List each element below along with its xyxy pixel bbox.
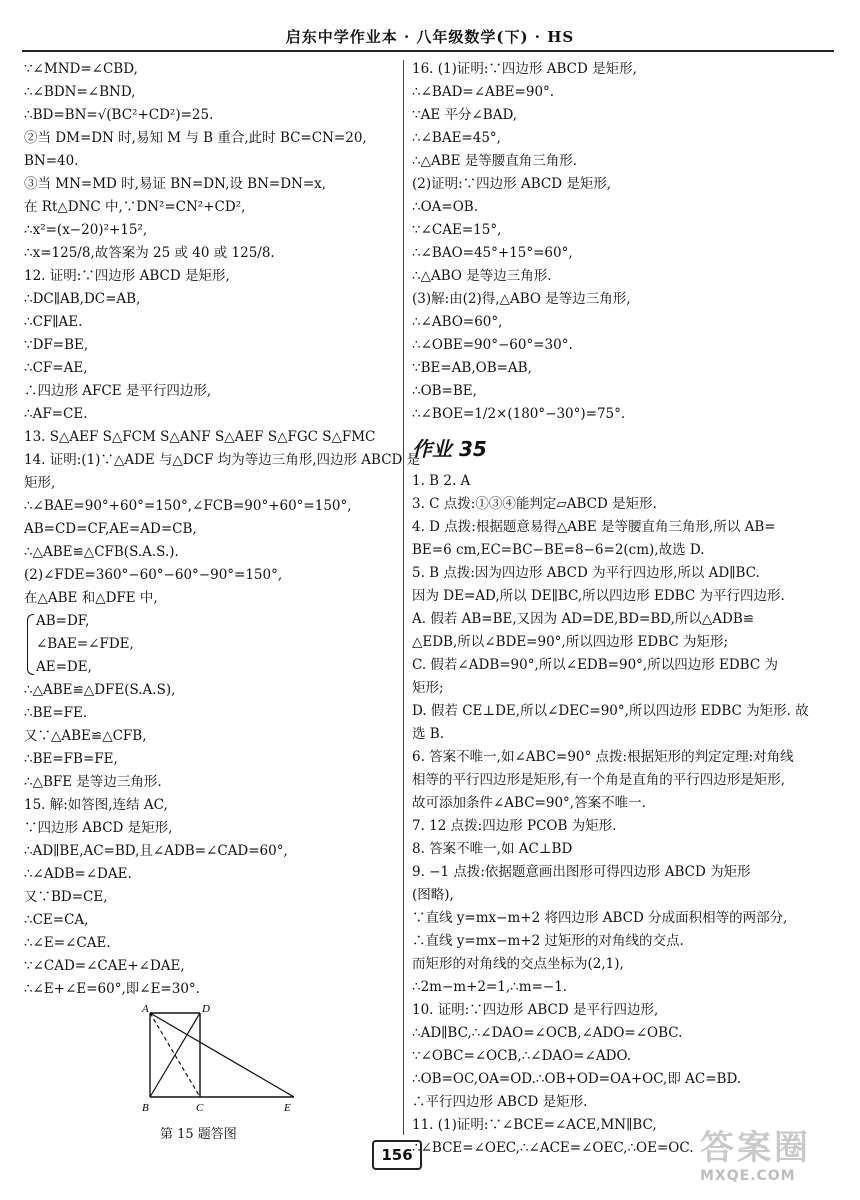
text-line: ∴DC∥AB,DC=AB, <box>24 291 141 307</box>
text-line: ②当 DM=DN 时,易知 M 与 B 重合,此时 BC=CN=20, <box>24 130 367 146</box>
text-line: ∴CF=AE, <box>24 360 88 376</box>
text-line: 13. S△AEF S△FCM S△ANF S△AEF S△FGC S△FMC <box>24 429 376 445</box>
text-line: ∴△ABE 是等腰直角三角形. <box>412 153 578 169</box>
text-line: AB=DF, <box>36 613 90 629</box>
text-line: ∵∠MND=∠CBD, <box>24 61 138 77</box>
text-line: 而矩形的对角线的交点坐标为(2,1), <box>412 956 624 972</box>
text-line: ∴OB=BE, <box>412 383 477 399</box>
text-line: ∴OA=OB. <box>412 199 478 215</box>
text-line: ∴△BFE 是等边三角形. <box>24 774 162 790</box>
text-line: ∴∠OBE=90°−60°=30°. <box>412 337 573 353</box>
text-line: ∴∠E+∠E=60°,即∠E=30°. <box>24 981 200 997</box>
text-line: 在 Rt△DNC 中,∵DN²=CN²+CD², <box>24 199 246 215</box>
figure-segment-ae <box>150 1013 294 1097</box>
text-line: 相等的平行四边形是矩形,有一个角是直角的平行四边形是矩形, <box>412 772 786 788</box>
text-line: ∴△ABE≌△CFB(S.A.S.). <box>24 544 179 560</box>
text-line: ∴BE=FB=FE, <box>24 751 118 767</box>
left-column <box>24 58 421 1146</box>
figure-label-c: C <box>196 1102 204 1114</box>
text-line: 10. 证明:∵四边形 ABCD 是平行四边形, <box>412 1002 659 1018</box>
text-line: (图略), <box>412 887 454 903</box>
text-line: 6. 答案不唯一,如∠ABC=90° 点拨:根据矩形的判定定理:对角线 <box>412 749 794 765</box>
text-line: ∠BAE=∠FDE, <box>36 636 134 652</box>
text-line: ∴∠BAE=45°, <box>412 130 501 146</box>
text-line: ∴2m−m+2=1,∴m=−1. <box>412 979 568 995</box>
text-line: ∵DF=BE, <box>24 337 89 353</box>
text-line: ∵∠CAE=15°, <box>412 222 502 238</box>
text-line: 12. 证明:∵四边形 ABCD 是矩形, <box>24 268 230 284</box>
text-line: 9. −1 点拨:依据题意画出图形可得四边形 ABCD 为矩形 <box>412 864 751 880</box>
text-line: (3)解:由(2)得,△ABO 是等边三角形, <box>412 291 631 307</box>
text-line: ∴四边形 AFCE 是平行四边形, <box>24 383 212 399</box>
text-line: 14. 证明:(1)∵△ADE 与△DCF 均为等边三角形,四边形 ABCD 是 <box>24 452 421 468</box>
text-line: ∴∠ADB=∠DAE. <box>24 866 132 882</box>
text-line: (2)∠FDE=360°−60°−60°−90°=150°, <box>24 567 283 583</box>
text-line: 7. 12 点拨:四边形 PCOB 为矩形. <box>412 818 617 834</box>
text-line: D. 假若 CE⊥DE,所以∠DEC=90°,所以四边形 EDBC 为矩形. 故 <box>412 703 809 719</box>
text-line: 8. 答案不唯一,如 AC⊥BD <box>412 841 573 857</box>
text-line: 1. B 2. A <box>412 473 471 489</box>
text-line: 因为 DE=AD,所以 DE∥BC,所以四边形 EDBC 为平行四边形. <box>412 588 785 604</box>
text-line: ∴BD=BN=√(BC²+CD²)=25. <box>24 107 214 123</box>
text-line: ③当 MN=MD 时,易证 BN=DN,设 BN=DN=x, <box>24 176 327 192</box>
page-header: 启东中学作业本 · 八年级数学(下) · HS <box>285 28 575 46</box>
text-line: ∴△ABO 是等边三角形. <box>412 268 552 284</box>
text-line: C. 假若∠ADB=90°,所以∠EDB=90°,所以四边形 EDBC 为 <box>412 657 778 673</box>
text-line: BE=6 cm,EC=BC−BE=8−6=2(cm),故选 D. <box>412 542 705 558</box>
text-line: ∴CE=CA, <box>24 912 89 928</box>
congruence-conditions-brace <box>24 610 396 679</box>
text-line: 又∵△ABE≌△CFB, <box>24 728 147 744</box>
section-title: 作业 35 <box>412 437 487 461</box>
text-line: ∴AD∥BE,AC=BD,且∠ADB=∠CAD=60°, <box>24 843 288 859</box>
text-line: AB=CD=CF,AE=AD=CB, <box>24 521 197 537</box>
text-line: ∴AF=CE. <box>24 406 88 422</box>
text-line: 矩形; <box>412 680 444 696</box>
text-line: ∴∠BAO=45°+15°=60°, <box>412 245 573 261</box>
text-line: ∴直线 y=mx−m+2 过矩形的对角线的交点. <box>412 933 684 949</box>
text-line: ∴BE=FE. <box>24 705 88 721</box>
text-line: 在△ABE 和△DFE 中, <box>24 590 158 606</box>
text-line: ∴平行四边形 ABCD 是矩形. <box>412 1094 588 1110</box>
text-line: ∴∠E=∠CAE. <box>24 935 111 951</box>
watermark-logo-text: 答案圈 <box>700 1128 811 1168</box>
text-line: 矩形, <box>24 475 56 491</box>
column-divider <box>403 60 404 1135</box>
text-line: ∵BE=AB,OB=AB, <box>412 360 532 376</box>
text-line: ∴OB=OC,OA=OD.∴OB+OD=OA+OC,即 AC=BD. <box>412 1071 742 1087</box>
header-rule <box>22 50 834 52</box>
text-line: 11. (1)证明:∵∠BCE=∠ACE,MN∥BC, <box>412 1117 657 1133</box>
text-line: AE=DE, <box>36 659 92 675</box>
text-line: ∵∠OBC=∠OCB,∴∠DAO=∠ADO. <box>412 1048 632 1064</box>
text-line: ∴∠BDN=∠BND, <box>24 84 136 100</box>
text-line: A. 假若 AB=BE,又因为 AD=DE,BD=BD,所以△ADB≌ <box>412 611 755 627</box>
text-line: ∴∠BCE=∠OEC,∴∠ACE=∠OEC,∴OE=OC. <box>412 1140 694 1156</box>
figure-label-e: E <box>284 1102 291 1114</box>
text-line: 又∵BD=CE, <box>24 889 108 905</box>
figure-caption: 第 15 题答图 <box>160 1127 237 1142</box>
text-line: ∵AE 平分∠BAD, <box>412 107 518 123</box>
figure-label-d: D <box>202 1005 210 1015</box>
text-line: 5. B 点拨:因为四边形 ABCD 为平行四边形,所以 AD∥BC. <box>412 565 760 581</box>
text-line: ∵直线 y=mx−m+2 将四边形 ABCD 分成面积相等的两部分, <box>412 910 788 926</box>
text-line: 4. D 点拨:根据题意易得△ABE 是等腰直角三角形,所以 AB= <box>412 519 776 535</box>
text-line: ∴CF∥AE. <box>24 314 83 330</box>
watermark <box>700 1128 850 1194</box>
page-number: 156 <box>372 1140 422 1170</box>
text-line: ∴AD∥BC,∴∠DAO=∠OCB,∠ADO=∠OBC. <box>412 1025 683 1041</box>
text-line: ∴∠ABO=60°, <box>412 314 503 330</box>
text-line: ∵∠CAD=∠CAE+∠DAE, <box>24 958 185 974</box>
text-line: △EDB,所以∠BDE=90°,所以四边形 EDBC 为矩形; <box>412 634 729 650</box>
text-line: 故可添加条件∠ABC=90°,答案不唯一. <box>412 795 646 811</box>
text-line: ∴∠BOE=1/2×(180°−30°)=75°. <box>412 406 626 422</box>
figure-label-b: B <box>142 1102 149 1114</box>
text-line: (2)证明:∵四边形 ABCD 是矩形, <box>412 176 612 192</box>
figure-label-a: A <box>142 1005 149 1015</box>
text-line: ∴x²=(x−20)²+15², <box>24 222 148 238</box>
text-line: ∴∠BAE=90°+60°=150°,∠FCB=90°+60°=150°, <box>24 498 352 514</box>
text-line: 15. 解:如答图,连结 AC, <box>24 797 168 813</box>
text-line: ∴x=125/8,故答案为 25 或 40 或 125/8. <box>24 245 275 261</box>
watermark-url: MXQE.COM <box>700 1168 796 1184</box>
text-line: 3. C 点拨:①③④能判定▱ABCD 是矩形. <box>412 496 657 512</box>
text-line: BN=40. <box>24 153 79 169</box>
text-line: ∴∠BAD=∠ABE=90°. <box>412 84 555 100</box>
figure-15-diagram <box>124 1005 294 1115</box>
text-line: 16. (1)证明:∵四边形 ABCD 是矩形, <box>412 61 637 77</box>
text-line: 选 B. <box>412 726 445 742</box>
text-line: ∵四边形 ABCD 是矩形, <box>24 820 173 836</box>
text-line: ∴△ABE≌△DFE(S.A.S), <box>24 682 176 698</box>
right-column <box>412 58 840 1160</box>
